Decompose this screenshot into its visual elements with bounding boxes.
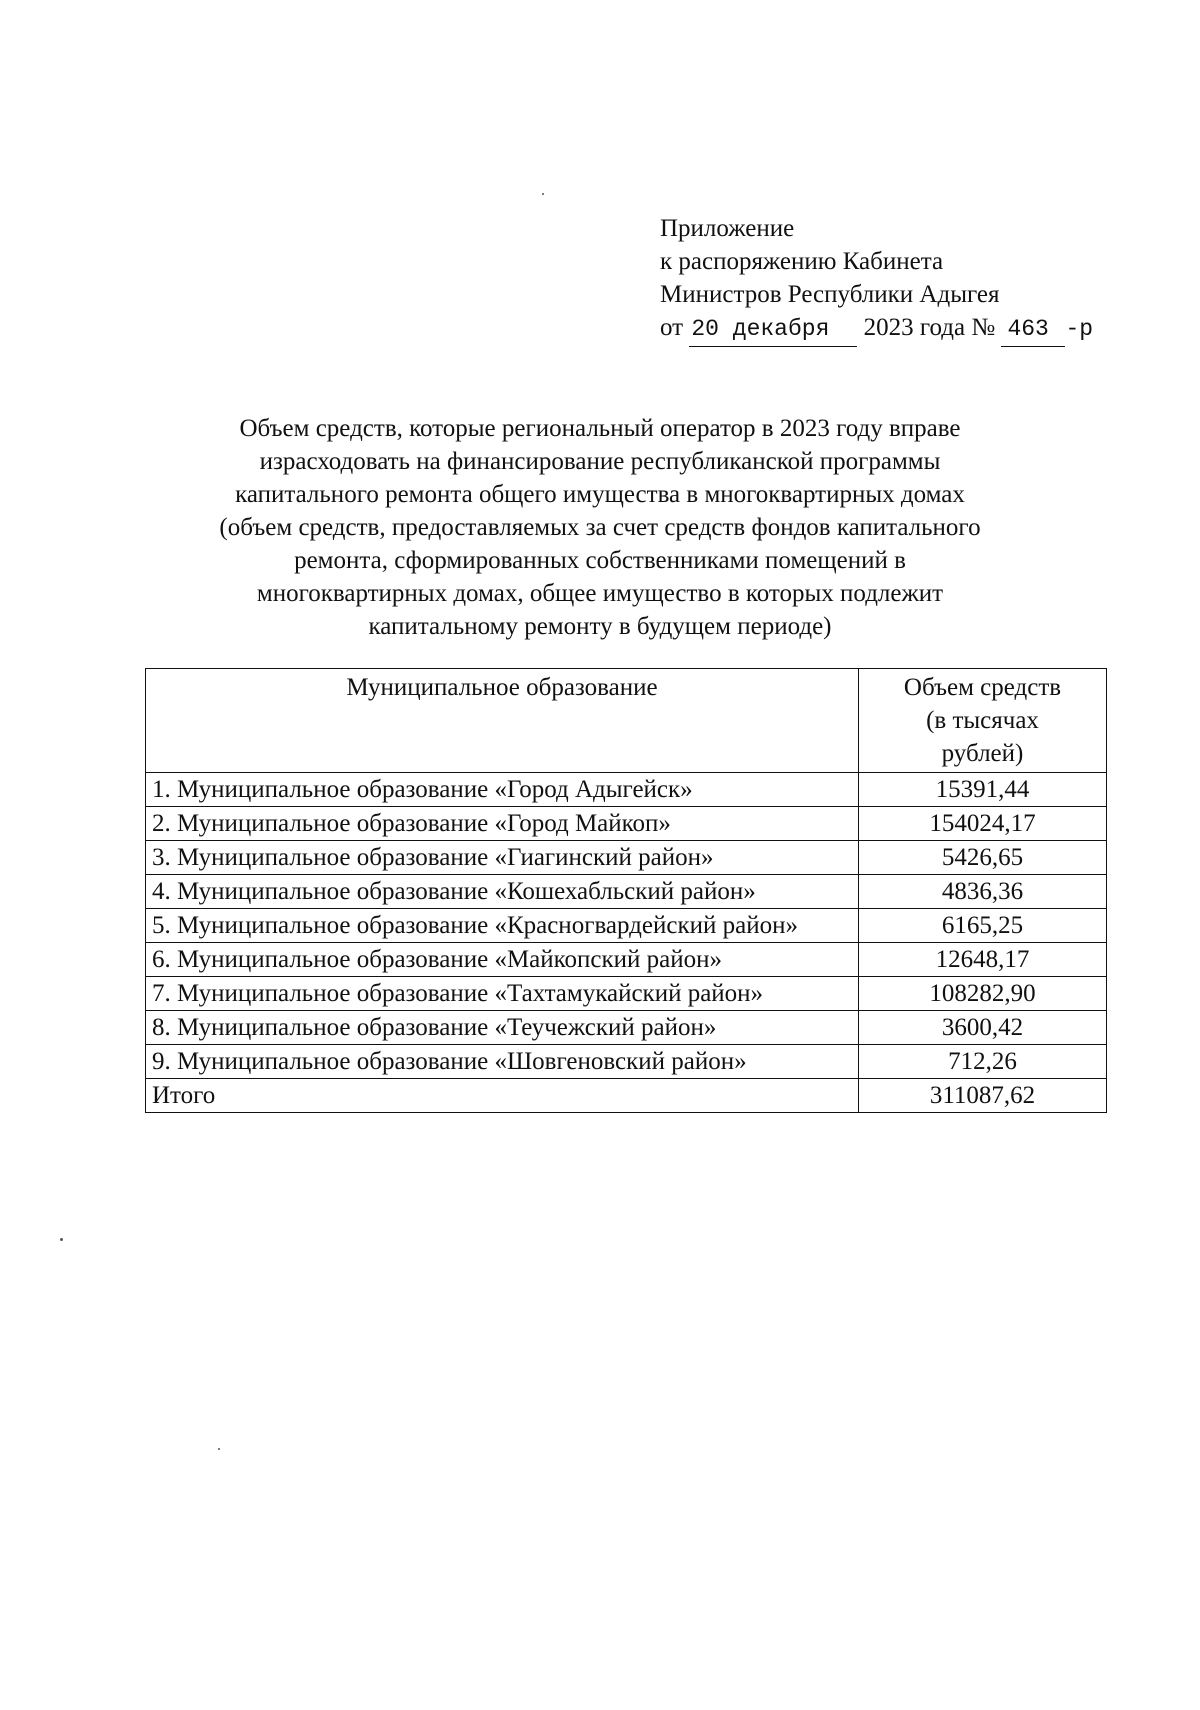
- header-funds: [859, 669, 1107, 773]
- number-suffix: -р: [1065, 316, 1094, 342]
- row-value: 154024,17: [859, 807, 1107, 841]
- scan-speck: [542, 193, 544, 195]
- table-row: [146, 841, 1107, 875]
- document-title: [140, 412, 1060, 643]
- table-row: [146, 875, 1107, 909]
- document-number: 463: [1001, 313, 1065, 347]
- row-municipality: 2. Муниципальное образование «Город Майкоп»: [146, 807, 859, 841]
- row-value: 15391,44: [859, 773, 1107, 807]
- row-municipality: 5. Муниципальное образование «Красногвардейский район»: [152, 912, 798, 939]
- row-municipality: 3. Муниципальное образование «Гиагинский район»: [146, 841, 859, 875]
- header-municipality: Муниципальное образование: [146, 669, 859, 773]
- scan-speck: [218, 1448, 220, 1450]
- title-line: Объем средств, которые региональный оператор в 2023 году вправе: [239, 415, 961, 442]
- funds-table: [145, 668, 1107, 1113]
- row-value: 712,26: [859, 1045, 1107, 1079]
- title-line: ремонта, сформированных собственниками помещений в: [294, 547, 906, 574]
- row-municipality: 1. Муниципальное образование «Город Адыгейск»: [146, 773, 859, 807]
- total-value: 311087,62: [859, 1079, 1107, 1113]
- table-row: [146, 1011, 1107, 1045]
- table-row: [146, 977, 1107, 1011]
- table-header-row: [146, 669, 1107, 773]
- row-municipality: 6. Муниципальное образование «Майкопский район»: [146, 943, 859, 977]
- scan-speck: [60, 1238, 63, 1241]
- title-line: (объем средств, предоставляемых за счет средств фондов капитального: [219, 514, 981, 541]
- appendix-line-2: [660, 245, 1092, 278]
- appendix-word: Адыгея: [919, 281, 1000, 308]
- from-label: от: [660, 314, 684, 341]
- row-value: 3600,42: [859, 1011, 1107, 1045]
- row-municipality: 4. Муниципальное образование «Кошехабльский район»: [146, 875, 859, 909]
- appendix-block: [660, 212, 1092, 347]
- title-line: капитальному ремонту в будущем периоде): [368, 613, 832, 640]
- row-municipality: 9. Муниципальное образование «Шовгеновский район»: [146, 1045, 859, 1079]
- appendix-line-3: [660, 278, 1092, 311]
- title-line: израсходовать на финансирование республиканской программы: [259, 448, 941, 475]
- table-row: [146, 773, 1107, 807]
- row-municipality: 7. Муниципальное образование «Тахтамукайский район»: [146, 977, 859, 1011]
- header-funds-line: (в тысячах: [926, 707, 1039, 734]
- row-value: 5426,65: [859, 841, 1107, 875]
- appendix-word: Министров: [660, 281, 782, 308]
- total-label: Итого: [146, 1079, 859, 1113]
- table-row: [146, 807, 1107, 841]
- row-municipality: 8. Муниципальное образование «Теучежский район»: [146, 1011, 859, 1045]
- appendix-word: распоряжению: [678, 248, 837, 275]
- appendix-word: к: [660, 248, 673, 275]
- header-funds-line: Объем средств: [903, 674, 1062, 701]
- appendix-heading: Приложение: [660, 215, 795, 242]
- appendix-date-line: [660, 311, 1092, 347]
- appendix-word: Республики: [787, 281, 914, 308]
- header-funds-line: рублей): [941, 740, 1024, 767]
- row-value: 12648,17: [859, 943, 1107, 977]
- table-row: [146, 1045, 1107, 1079]
- table-row: [146, 909, 1107, 943]
- row-value: 4836,36: [859, 875, 1107, 909]
- table-total-row: [146, 1079, 1107, 1113]
- title-line: многоквартирных домах, общее имущество в которых подлежит: [256, 580, 944, 607]
- date-field: 20 декабря: [689, 313, 857, 347]
- row-value: 6165,25: [859, 909, 1107, 943]
- row-value: 108282,90: [859, 977, 1107, 1011]
- appendix-word: Кабинета: [842, 248, 944, 275]
- table-row: [146, 943, 1107, 977]
- title-line: капитального ремонта общего имущества в многоквартирных домах: [235, 481, 965, 508]
- year-text: 2023 года №: [863, 314, 996, 341]
